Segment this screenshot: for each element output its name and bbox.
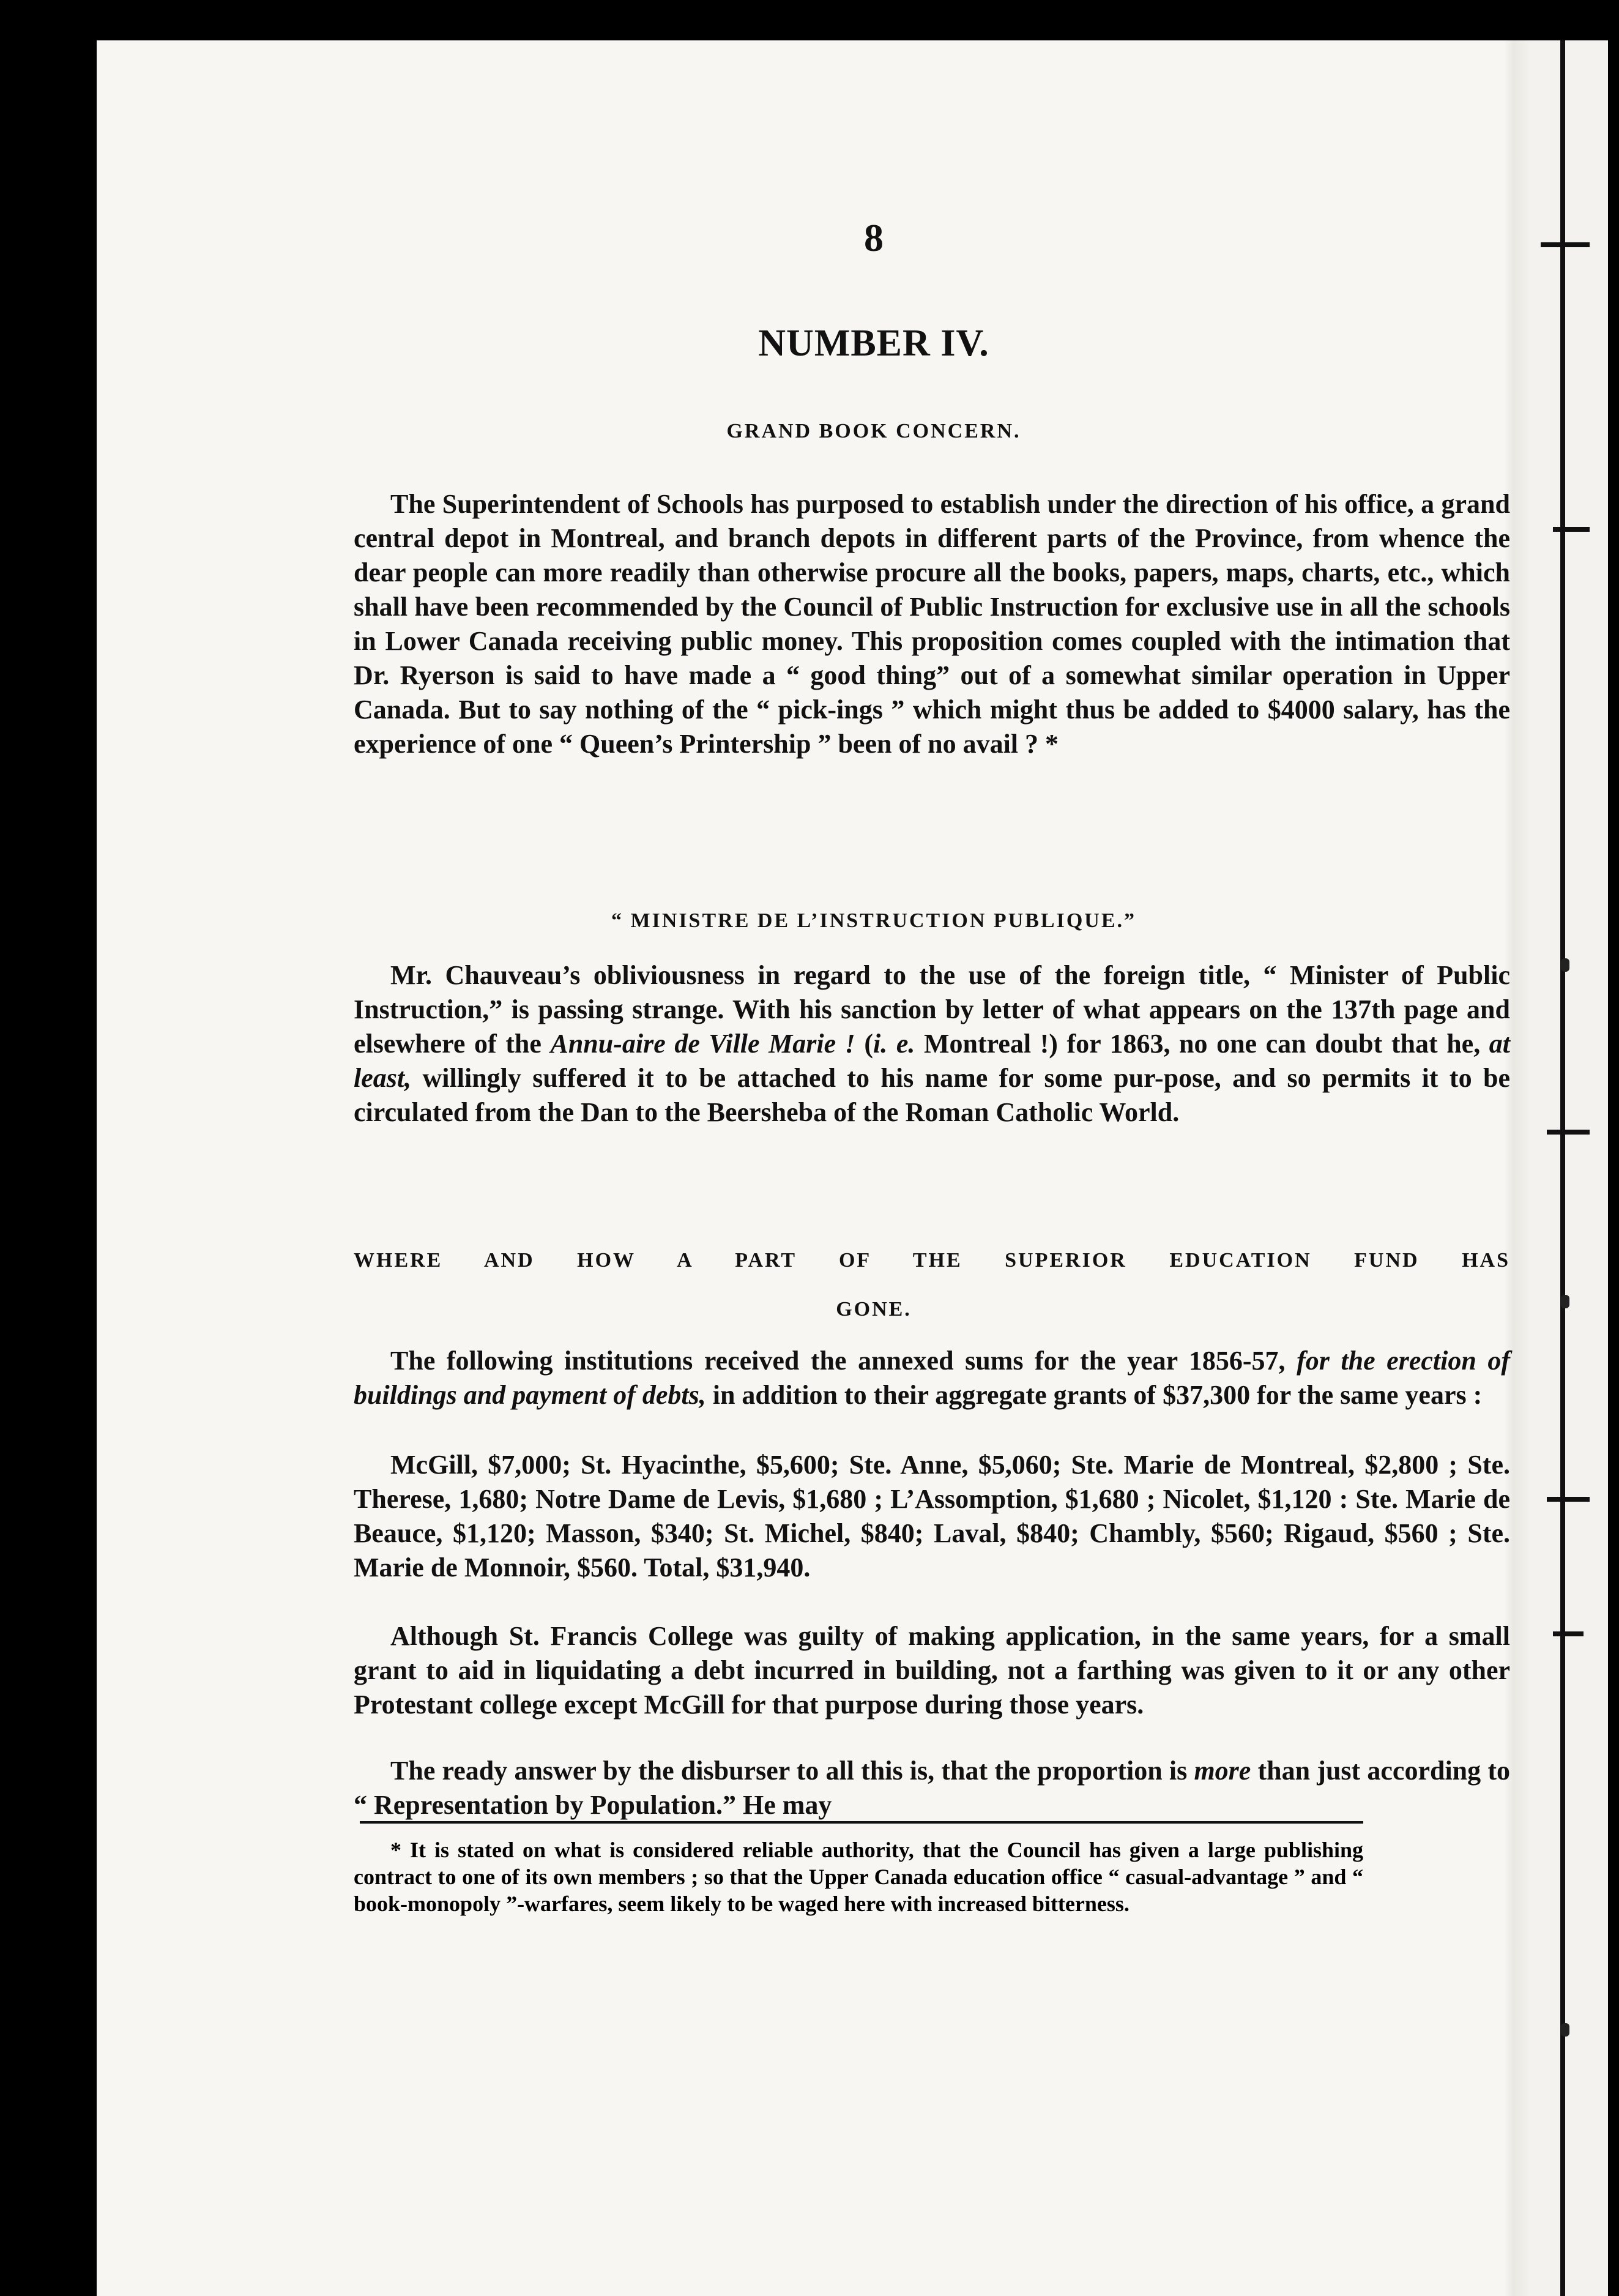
text-run: in addition to their aggregate grants of $37,300 for the same years :: [705, 1380, 1483, 1410]
section-title-ministre: “ MINISTRE DE L’INSTRUCTION PUBLIQUE.”: [611, 909, 1137, 932]
paragraph-st-francis: Although St. Francis College was guilty of making application, in the same years, for a small grant to aid in liquidating a debt incurred in building, not a farthing was given to it or any other Protestant college except McGill for that purpose during those years.: [354, 1621, 1510, 1720]
italic-run: at least,: [354, 1029, 1510, 1093]
italic-run: i. e.: [873, 1029, 915, 1059]
text-run: The following institutions received the annexed sums for the year 1856-57,: [390, 1346, 1297, 1376]
binding-mark: [1561, 1295, 1569, 1308]
footnote: * It is stated on what is considered reliable authority, that the Council has given a large publishing contract to one of its own members ; so that the Upper Canada education office “ casual-advantage ” and “ book-monopoly ”-warfares, seem likely to be waged here with increased bitterness.: [354, 1838, 1363, 1916]
page-margin-right: [1528, 40, 1608, 2296]
binding-tick: [1553, 527, 1590, 532]
binding-tick: [1553, 1631, 1584, 1636]
section-title-superior-fund-line1: WHERE AND HOW A PART OF THE SUPERIOR EDUCATION FUND HAS: [354, 1249, 1510, 1272]
text-run: Mr. Chauveau’s obliviousness in regard to the use of the foreign title, “ Minister of Public Instruction,” is passing strange. With his sanction by letter of what appears on the 137th page and elsewhere of the: [354, 960, 1510, 1059]
text-run: than just according to “ Representation by Population.” He may: [354, 1756, 1510, 1820]
text-run: willingly suffered it to be attached to his name for some pur-pose, and so permits it to be circulated from the Dan to the Beersheba of the Roman Catholic World.: [354, 1063, 1510, 1127]
chapter-heading: NUMBER IV.: [758, 322, 989, 364]
paragraph-ready-answer: [354, 1754, 1510, 1822]
text-run: (: [855, 1029, 874, 1059]
footnote-rule: [360, 1821, 1363, 1824]
paragraph-ministre: [354, 958, 1510, 1130]
italic-run: more: [1194, 1756, 1251, 1786]
binding-tick: [1547, 1497, 1590, 1502]
binding-shadow: [1504, 40, 1528, 2296]
paragraph-grand-book-concern: The Superintendent of Schools has purposed to establish under the direction of his office, a grand central depot in Montreal, and branch depots in different parts of the Province, from whence the dear people can more readily than otherwise procure all the books, papers, maps, charts, etc., which shall have been recommended by the Council of Public Instruction for exclusive use in all the schools in Lower Canada receiving public money. This proposition comes coupled with the intimation that Dr. Ryerson is said to have made a “ good thing” out of a somewhat similar operation in Upper Canada. But to say nothing of the “ pick-ings ” which might thus be added to $4000 salary, has the experience of one “ Queen’s Printership ” been of no avail ? *: [354, 489, 1510, 759]
text-run: Montreal !) for 1863, no one can doubt that he,: [915, 1029, 1489, 1059]
binding-line: [1560, 40, 1565, 2296]
paragraph-grants-list: McGill, $7,000; St. Hyacinthe, $5,600; Ste. Anne, $5,060; Ste. Marie de Montreal, $2,800 ; Ste. Therese, 1,680; Notre Dame de Levis, $1,680 ; L’Assomption, $1,680 ; Nicolet, $1,120 : Ste. Marie de Beauce, $1,120; Masson, $340; St. Michel, $840; Laval, $840; Chambly, $560; Rigaud, $560 ; Ste. Marie de Monnoir, $560. Total, $31,940.: [354, 1450, 1510, 1582]
binding-tick: [1541, 242, 1590, 247]
binding-mark: [1561, 958, 1569, 972]
italic-run: Annu-aire de Ville Marie !: [550, 1029, 855, 1059]
book-page: [97, 40, 1608, 2296]
binding-mark: [1561, 2023, 1569, 2037]
paragraph-institutions: [354, 1344, 1510, 1412]
italic-run: for the erection of buildings and payment of debts,: [354, 1346, 1510, 1410]
page-number: 8: [864, 216, 884, 259]
section-title-grand-book-concern: GRAND BOOK CONCERN.: [726, 420, 1021, 442]
section-title-superior-fund-line2: GONE.: [836, 1298, 912, 1321]
binding-tick: [1547, 1130, 1590, 1135]
text-run: The ready answer by the disburser to all this is, that the proportion is: [390, 1756, 1194, 1786]
